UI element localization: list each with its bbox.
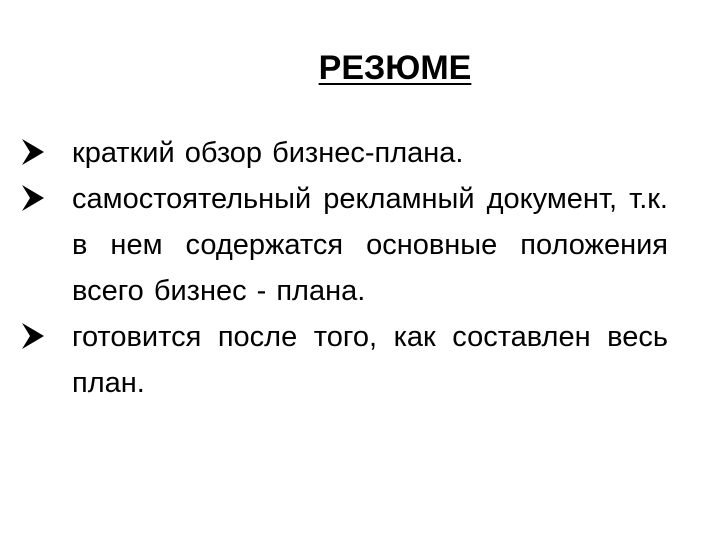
slide-title-container bbox=[0, 44, 720, 92]
arrow-right-icon bbox=[22, 323, 44, 349]
bullet-list bbox=[22, 130, 668, 406]
arrow-right-icon bbox=[22, 139, 44, 165]
bullet-item bbox=[22, 176, 668, 314]
bullet-text: краткий обзор бизнес-плана. bbox=[72, 137, 464, 169]
slide-title: РЕЗЮМЕ bbox=[318, 49, 472, 87]
bullet-text: самостоятельный рекламный документ, т.к. в нем содержатся основные положения всего бизнес - плана. bbox=[72, 183, 668, 307]
bullet-text: готовится после того, как составлен весь план. bbox=[72, 321, 668, 399]
bullet-item bbox=[22, 130, 668, 176]
bullet-item bbox=[22, 314, 668, 406]
arrow-right-icon bbox=[22, 185, 44, 211]
